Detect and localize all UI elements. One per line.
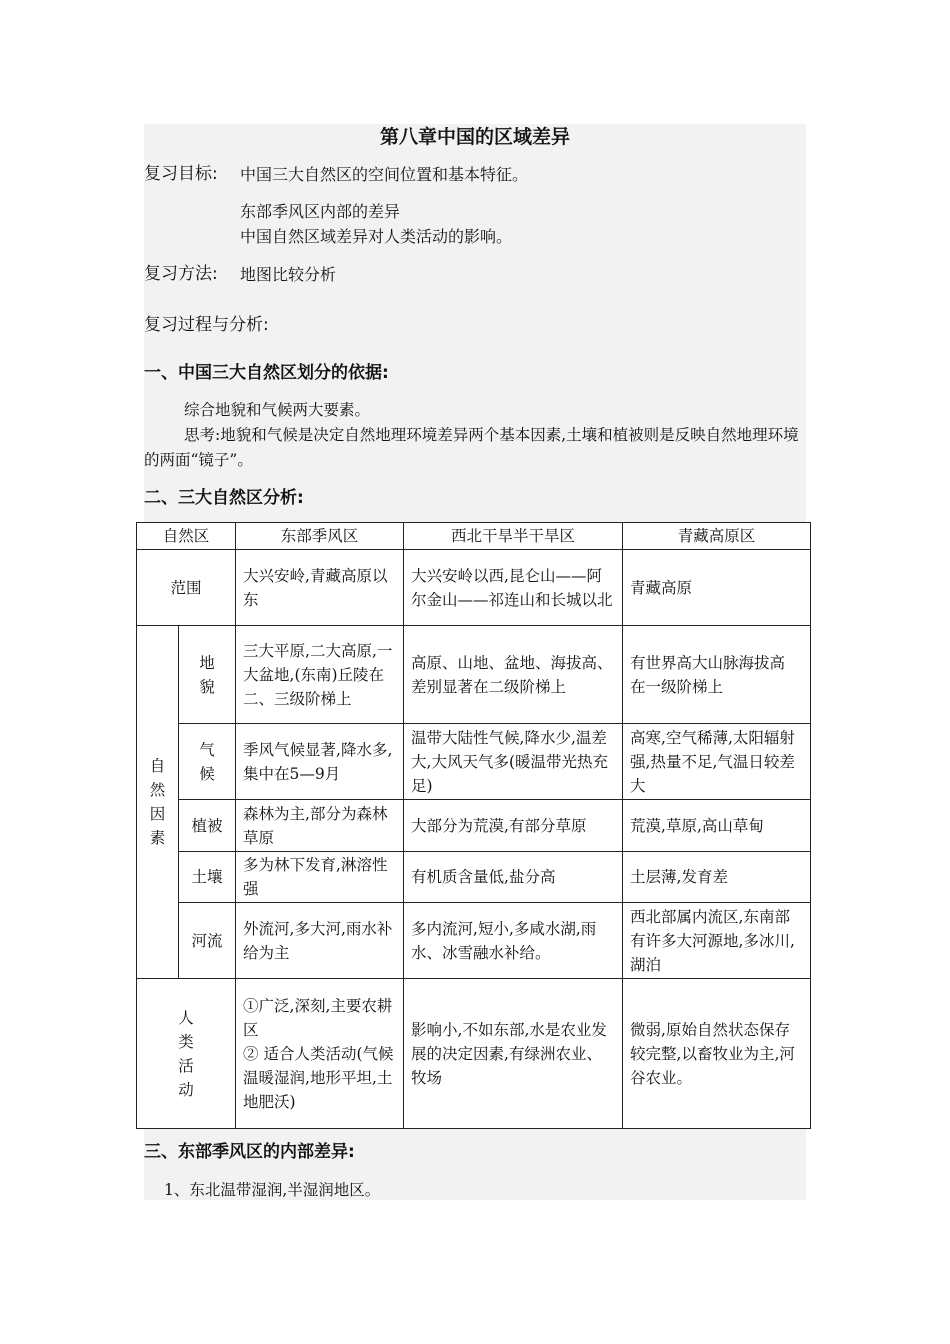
table-cell: 有机质含量低,盐分高	[404, 852, 623, 903]
method-label: 复习方法:	[144, 264, 218, 284]
table-cell: 季风气候显著,降水多,集中在5—9月	[236, 724, 404, 800]
section-heading: 三、东部季风区的内部差异:	[144, 1142, 355, 1162]
table-cell: 荒漠,草原,高山草甸	[623, 800, 811, 852]
row-label: 土壤	[179, 852, 236, 903]
table-row	[137, 979, 811, 1129]
table-cell: 多为林下发育,淋溶性强	[236, 852, 404, 903]
row-label: 植被	[179, 800, 236, 852]
table-cell: 土层薄,发育差	[623, 852, 811, 903]
goal-item: 中国三大自然区的空间位置和基本特征。	[240, 165, 529, 184]
table-cell: 多内流河,短小,多咸水湖,雨水、冰雪融水补给。	[404, 903, 623, 979]
table-cell: 大兴安岭以西,昆仑山——阿尔金山——祁连山和长城以北	[404, 550, 623, 626]
page-title: 第八章中国的区域差异	[379, 126, 570, 148]
goals-label: 复习目标:	[144, 164, 218, 184]
section-heading: 一、中国三大自然区划分的依据:	[144, 363, 389, 383]
row-label-cell	[179, 724, 236, 800]
table-cell: 大部分为荒漠,有部分草原	[404, 800, 623, 852]
cell-line: ①广泛,深刻,主要农耕区	[243, 996, 393, 1039]
cell-line: 有世界高大山脉海拔高	[630, 653, 786, 672]
section1-think: 思考:地貌和气候是决定自然地理环境差异两个基本因素,土壤和植被则是反映自然地理环境的两面“镜子”。	[144, 426, 799, 469]
list-item: 1、东北温带湿润,半湿润地区。	[164, 1181, 381, 1199]
section-heading: 二、三大自然区分析:	[144, 488, 304, 508]
table-cell: 青藏高原	[623, 550, 811, 626]
row-label-cell	[179, 626, 236, 724]
row-label: 人类活动	[178, 1008, 194, 1099]
table-cell: 森林为主,部分为森林草原	[236, 800, 404, 852]
table-cell: 高原、山地、盆地、海拔高、差别显著在二级阶梯上	[404, 626, 623, 724]
header-cell: 青藏高原区	[623, 523, 811, 550]
table-row	[137, 550, 811, 626]
table-cell: 温带大陆性气候,降水少,温差大,大风天气多(暖温带光热充足)	[404, 724, 623, 800]
row-label: 范围	[137, 550, 236, 626]
table-cell: 外流河,多大河,雨水补给为主	[236, 903, 404, 979]
table-row	[137, 903, 811, 979]
method-value: 地图比较分析	[240, 265, 337, 284]
table-cell: 微弱,原始自然状态保存较完整,以畜牧业为主,河谷农业。	[623, 979, 811, 1129]
table-cell: 影响小,不如东部,水是农业发展的决定因素,有绿洲农业、牧场	[404, 979, 623, 1129]
row-label: 地貌	[199, 653, 215, 696]
row-label: 河流	[179, 903, 236, 979]
natural-regions-table	[136, 522, 811, 1129]
table-cell	[236, 979, 404, 1129]
table-cell: 三大平原,二大高原,一大盆地,(东南)丘陵在二、三级阶梯上	[236, 626, 404, 724]
goal-item: 东部季风区内部的差异	[240, 202, 401, 221]
table-row	[137, 800, 811, 852]
table-row	[137, 626, 811, 724]
goal-item: 中国自然区域差异对人类活动的影响。	[240, 227, 513, 246]
table-cell: 高寒,空气稀薄,太阳辐射强,热量不足,气温日较差大	[623, 724, 811, 800]
factors-label: 自然因素	[149, 757, 166, 847]
table-header-row	[137, 523, 811, 550]
header-cell: 自然区	[137, 523, 236, 550]
factors-label-cell	[137, 626, 179, 979]
row-label: 气候	[199, 740, 215, 783]
table-row	[137, 724, 811, 800]
cell-line: 在一级阶梯上	[630, 677, 724, 696]
table-cell: 西北部属内流区,东南部有许多大河源地,多冰川,湖泊	[623, 903, 811, 979]
table-cell: 大兴安岭,青藏高原以东	[236, 550, 404, 626]
section1-line1: 综合地貌和气候两大要素。	[184, 401, 371, 419]
table-cell	[623, 626, 811, 724]
process-heading: 复习过程与分析:	[144, 315, 269, 335]
header-cell: 西北干旱半干旱区	[404, 523, 623, 550]
cell-line: ② 适合人类活动(气候温暖湿润,地形平坦,土地肥沃)	[243, 1044, 394, 1111]
row-label-cell	[137, 979, 236, 1129]
header-cell: 东部季风区	[236, 523, 404, 550]
table-row	[137, 852, 811, 903]
